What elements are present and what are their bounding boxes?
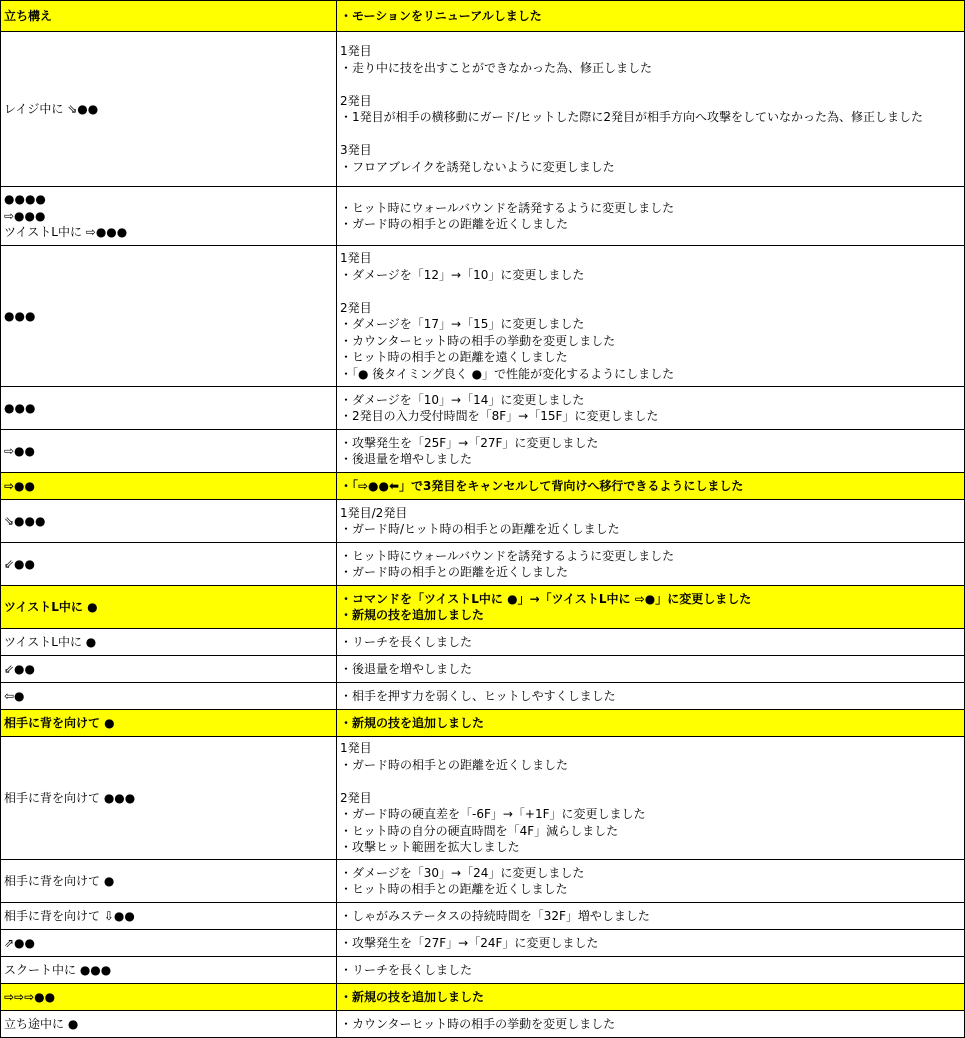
table-row [1,246,965,387]
move-cell: レイジ中に ⇘●● [1,32,337,187]
table-row [1,903,965,930]
move-cell: ●●● [1,387,337,430]
change-cell: ・「⇨●●⬅」で3発目をキャンセルして背向けへ移行できるようにしました [337,473,965,500]
move-cell: ツイストL中に ● [1,629,337,656]
move-cell: 立ち途中に ● [1,1011,337,1038]
table-row [1,500,965,543]
move-cell: 立ち構え [1,1,337,32]
change-cell: ・リーチを長くしました [337,629,965,656]
table-row [1,930,965,957]
table-row [1,737,965,860]
change-cell: ・攻撃発生を「27F」→「24F」に変更しました [337,930,965,957]
table-row [1,543,965,586]
change-cell: 1発目 ・走り中に技を出すことができなかった為、修正しました 2発目 ・1発目が相手の横移動にガード/ヒットした際に2発目が相手方向へ攻撃をしていなかった為、修正しました 3発目 ・フロアブレイクを誘発しないように変更しました [337,32,965,187]
move-cell: ⇙●● [1,656,337,683]
move-cell: ⇨●● [1,473,337,500]
move-cell: ⇨●● [1,430,337,473]
change-cell: ・ダメージを「30」→「24」に変更しました ・ヒット時の相手との距離を近くしました [337,860,965,903]
change-cell: 1発目 ・ガード時の相手との距離を近くしました 2発目 ・ガード時の硬直差を「-6F」→「+1F」に変更しました ・ヒット時の自分の硬直時間を「4F」減らしました ・攻撃ヒット範囲を拡大しました [337,737,965,860]
table-row [1,586,965,629]
change-cell: ・カウンターヒット時の相手の挙動を変更しました [337,1011,965,1038]
table-row [1,860,965,903]
change-cell: ・リーチを長くしました [337,957,965,984]
table-row [1,387,965,430]
change-cell: ・ダメージを「10」→「14」に変更しました ・2発目の入力受付時間を「8F」→「15F」に変更しました [337,387,965,430]
change-cell: ・ヒット時にウォールバウンドを誘発するように変更しました ・ガード時の相手との距離を近くしました [337,543,965,586]
change-cell: ・モーションをリニューアルしました [337,1,965,32]
move-cell: 相手に背を向けて ⇩●● [1,903,337,930]
table-row [1,32,965,187]
change-cell: ・新規の技を追加しました [337,984,965,1011]
move-cell: ●●●● ⇨●●● ツイストL中に ⇨●●● [1,187,337,246]
change-cell: ・しゃがみステータスの持続時間を「32F」増やしました [337,903,965,930]
move-cell: 相手に背を向けて ●●● [1,737,337,860]
move-cell: ⇘●●● [1,500,337,543]
change-cell: ・ヒット時にウォールバウンドを誘発するように変更しました ・ガード時の相手との距離を近くしました [337,187,965,246]
table-row [1,656,965,683]
table-row [1,1,965,32]
move-cell: ⇦● [1,683,337,710]
table-row [1,473,965,500]
move-cell: ⇗●● [1,930,337,957]
table-row [1,957,965,984]
move-cell: ●●● [1,246,337,387]
move-cell: 相手に背を向けて ● [1,860,337,903]
change-cell: ・新規の技を追加しました [337,710,965,737]
change-cell: ・後退量を増やしました [337,656,965,683]
table-row [1,984,965,1011]
table-row [1,1011,965,1038]
change-cell: ・コマンドを「ツイストL中に ●」→「ツイストL中に ⇨●」に変更しました ・新規の技を追加しました [337,586,965,629]
move-cell: 相手に背を向けて ● [1,710,337,737]
change-cell: ・攻撃発生を「25F」→「27F」に変更しました ・後退量を増やしました [337,430,965,473]
change-cell: 1発目/2発目 ・ガード時/ヒット時の相手との距離を近くしました [337,500,965,543]
table-row [1,710,965,737]
table-row [1,187,965,246]
table-row [1,683,965,710]
move-cell: ⇙●● [1,543,337,586]
move-cell: スクート中に ●●● [1,957,337,984]
table-row [1,629,965,656]
move-cell: ツイストL中に ● [1,586,337,629]
change-cell: 1発目 ・ダメージを「12」→「10」に変更しました 2発目 ・ダメージを「17」→「15」に変更しました ・カウンターヒット時の相手の挙動を変更しました ・ヒット時の相手との距離を遠くしました ・「● 後タイミング良く ●」で性能が変化するようにしました [337,246,965,387]
change-cell: ・相手を押す力を弱くし、ヒットしやすくしました [337,683,965,710]
move-cell: ⇨⇨⇨●● [1,984,337,1011]
table-row [1,430,965,473]
